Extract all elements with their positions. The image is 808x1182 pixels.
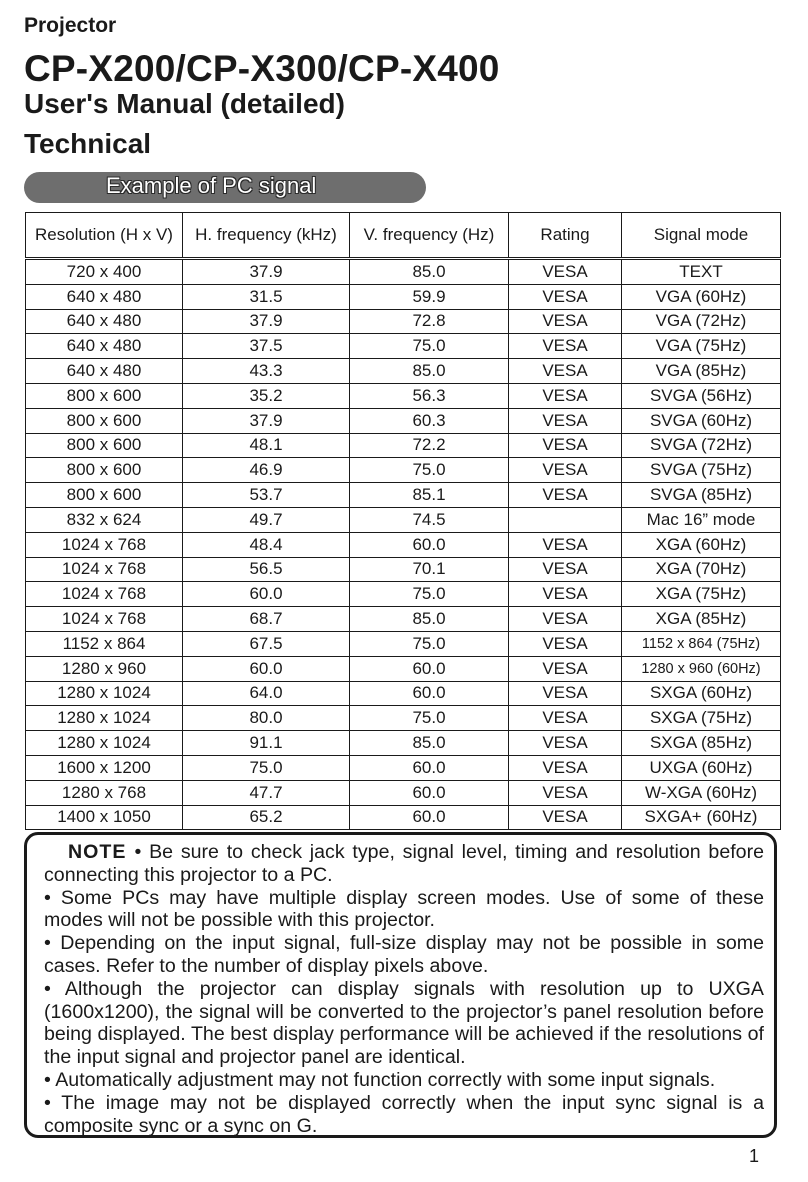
cell-rating: VESA [509, 383, 622, 408]
cell-v-frequency: 75.0 [350, 631, 509, 656]
table-row [26, 582, 781, 607]
cell-rating: VESA [509, 706, 622, 731]
cell-resolution: 1600 x 1200 [26, 755, 183, 780]
table-row [26, 507, 781, 532]
cell-v-frequency: 85.0 [350, 731, 509, 756]
cell-rating: VESA [509, 284, 622, 309]
cell-v-frequency: 56.3 [350, 383, 509, 408]
cell-h-frequency: 80.0 [183, 706, 350, 731]
cell-signal-mode: UXGA (60Hz) [622, 755, 781, 780]
section-banner-label: Example of PC signal [106, 173, 317, 198]
cell-rating: VESA [509, 805, 622, 830]
note-item: • Although the projector can display signals with resolution up to UXGA (1600x1200), the signal will be converted to the projector’s panel resolution before being displayed. The best display performance will be achieved if the resolutions of the input signal and projector panel are identical. [44, 977, 764, 1069]
table-row [26, 631, 781, 656]
cell-resolution: 640 x 480 [26, 309, 183, 334]
cell-signal-mode: SVGA (75Hz) [622, 458, 781, 483]
cell-rating: VESA [509, 408, 622, 433]
cell-h-frequency: 47.7 [183, 780, 350, 805]
cell-signal-mode: XGA (70Hz) [622, 557, 781, 582]
cell-resolution: 1280 x 1024 [26, 681, 183, 706]
table-row [26, 284, 781, 309]
cell-rating: VESA [509, 483, 622, 508]
cell-v-frequency: 75.0 [350, 582, 509, 607]
cell-h-frequency: 64.0 [183, 681, 350, 706]
cell-v-frequency: 60.3 [350, 408, 509, 433]
table-row [26, 532, 781, 557]
cell-v-frequency: 85.0 [350, 359, 509, 384]
table-row [26, 359, 781, 384]
cell-resolution: 1280 x 1024 [26, 706, 183, 731]
cell-signal-mode: XGA (75Hz) [622, 582, 781, 607]
cell-rating: VESA [509, 334, 622, 359]
cell-rating: VESA [509, 681, 622, 706]
cell-rating: VESA [509, 259, 622, 285]
cell-signal-mode: SVGA (60Hz) [622, 408, 781, 433]
cell-h-frequency: 91.1 [183, 731, 350, 756]
table-row [26, 607, 781, 632]
column-header-rating: Rating [509, 213, 622, 259]
cell-resolution: 640 x 480 [26, 284, 183, 309]
cell-signal-mode: Mac 16” mode [622, 507, 781, 532]
cell-rating: VESA [509, 582, 622, 607]
cell-resolution: 800 x 600 [26, 383, 183, 408]
cell-signal-mode: VGA (85Hz) [622, 359, 781, 384]
cell-signal-mode: VGA (72Hz) [622, 309, 781, 334]
cell-rating: VESA [509, 458, 622, 483]
table-row [26, 755, 781, 780]
note-item: • Some PCs may have multiple display screen modes. Use of some of these modes will not be possible with this projector. [44, 886, 764, 932]
cell-resolution: 832 x 624 [26, 507, 183, 532]
cell-signal-mode: 1280 x 960 (60Hz) [622, 656, 781, 681]
cell-resolution: 1152 x 864 [26, 631, 183, 656]
cell-signal-mode: SVGA (72Hz) [622, 433, 781, 458]
cell-signal-mode: 1152 x 864 (75Hz) [622, 631, 781, 656]
table-row [26, 780, 781, 805]
cell-h-frequency: 37.5 [183, 334, 350, 359]
cell-h-frequency: 37.9 [183, 309, 350, 334]
cell-resolution: 1280 x 960 [26, 656, 183, 681]
table-row [26, 433, 781, 458]
cell-rating: VESA [509, 309, 622, 334]
cell-resolution: 1400 x 1050 [26, 805, 183, 830]
cell-h-frequency: 53.7 [183, 483, 350, 508]
cell-h-frequency: 37.9 [183, 408, 350, 433]
cell-h-frequency: 46.9 [183, 458, 350, 483]
cell-h-frequency: 48.1 [183, 433, 350, 458]
cell-resolution: 800 x 600 [26, 433, 183, 458]
cell-rating: VESA [509, 780, 622, 805]
pc-signal-table [25, 212, 781, 830]
cell-resolution: 640 x 480 [26, 334, 183, 359]
cell-v-frequency: 60.0 [350, 681, 509, 706]
table-row [26, 408, 781, 433]
note-item: • Be sure to check jack type, signal level, timing and resolution before connecting this projector to a PC. [44, 841, 764, 886]
table-row [26, 483, 781, 508]
table-row [26, 805, 781, 830]
cell-rating: VESA [509, 557, 622, 582]
table-row [26, 731, 781, 756]
cell-signal-mode: SXGA (85Hz) [622, 731, 781, 756]
cell-resolution: 640 x 480 [26, 359, 183, 384]
cell-h-frequency: 60.0 [183, 582, 350, 607]
cell-rating: VESA [509, 607, 622, 632]
table-row [26, 706, 781, 731]
product-category: Projector [24, 14, 117, 37]
cell-signal-mode: VGA (75Hz) [622, 334, 781, 359]
cell-h-frequency: 43.3 [183, 359, 350, 384]
cell-v-frequency: 85.0 [350, 259, 509, 285]
cell-v-frequency: 72.8 [350, 309, 509, 334]
cell-signal-mode: XGA (60Hz) [622, 532, 781, 557]
cell-v-frequency: 60.0 [350, 780, 509, 805]
table-header-row [26, 213, 781, 259]
cell-resolution: 1280 x 1024 [26, 731, 183, 756]
section-title: Technical [24, 128, 152, 159]
cell-signal-mode: VGA (60Hz) [622, 284, 781, 309]
cell-signal-mode: SXGA (75Hz) [622, 706, 781, 731]
table-row [26, 681, 781, 706]
cell-h-frequency: 35.2 [183, 383, 350, 408]
column-header-h-frequency: H. frequency (kHz) [183, 213, 350, 259]
cell-rating: VESA [509, 532, 622, 557]
cell-v-frequency: 75.0 [350, 706, 509, 731]
section-banner [24, 172, 426, 203]
cell-v-frequency: 70.1 [350, 557, 509, 582]
column-header-signal-mode: Signal mode [622, 213, 781, 259]
cell-v-frequency: 75.0 [350, 458, 509, 483]
note-text [44, 841, 764, 1137]
column-header-resolution: Resolution (H x V) [26, 213, 183, 259]
page-number: 1 [749, 1146, 760, 1166]
cell-h-frequency: 65.2 [183, 805, 350, 830]
cell-h-frequency: 67.5 [183, 631, 350, 656]
cell-resolution: 800 x 600 [26, 458, 183, 483]
cell-signal-mode: SVGA (85Hz) [622, 483, 781, 508]
model-title: CP-X200/CP-X300/CP-X400 [24, 48, 500, 89]
cell-resolution: 1024 x 768 [26, 532, 183, 557]
cell-rating: VESA [509, 433, 622, 458]
cell-v-frequency: 59.9 [350, 284, 509, 309]
cell-v-frequency: 72.2 [350, 433, 509, 458]
table-row [26, 334, 781, 359]
cell-h-frequency: 60.0 [183, 656, 350, 681]
cell-v-frequency: 74.5 [350, 507, 509, 532]
cell-signal-mode: SVGA (56Hz) [622, 383, 781, 408]
cell-resolution: 800 x 600 [26, 408, 183, 433]
cell-v-frequency: 85.1 [350, 483, 509, 508]
cell-rating: VESA [509, 359, 622, 384]
cell-v-frequency: 85.0 [350, 607, 509, 632]
cell-resolution: 1024 x 768 [26, 557, 183, 582]
cell-v-frequency: 60.0 [350, 656, 509, 681]
cell-rating: VESA [509, 656, 622, 681]
cell-resolution: 1024 x 768 [26, 582, 183, 607]
note-box [24, 832, 777, 1138]
cell-signal-mode: SXGA (60Hz) [622, 681, 781, 706]
cell-signal-mode: XGA (85Hz) [622, 607, 781, 632]
note-item: • The image may not be displayed correctly when the input sync signal is a composite sync or a sync on G. [44, 1091, 764, 1137]
cell-v-frequency: 75.0 [350, 334, 509, 359]
cell-rating: VESA [509, 731, 622, 756]
cell-rating [509, 507, 622, 532]
table-row [26, 557, 781, 582]
table-row [26, 259, 781, 285]
cell-signal-mode: SXGA+ (60Hz) [622, 805, 781, 830]
note-label: NOTE [68, 841, 127, 863]
cell-resolution: 800 x 600 [26, 483, 183, 508]
table-row [26, 458, 781, 483]
cell-h-frequency: 37.9 [183, 259, 350, 285]
note-item: • Depending on the input signal, full-size display may not be possible in some cases. Refer to the number of display pixels above. [44, 932, 764, 977]
cell-signal-mode: W-XGA (60Hz) [622, 780, 781, 805]
table-row [26, 656, 781, 681]
cell-v-frequency: 60.0 [350, 532, 509, 557]
cell-resolution: 720 x 400 [26, 259, 183, 285]
cell-h-frequency: 68.7 [183, 607, 350, 632]
cell-signal-mode: TEXT [622, 259, 781, 285]
cell-v-frequency: 60.0 [350, 805, 509, 830]
cell-v-frequency: 60.0 [350, 755, 509, 780]
cell-h-frequency: 56.5 [183, 557, 350, 582]
table-row [26, 383, 781, 408]
cell-h-frequency: 48.4 [183, 532, 350, 557]
cell-resolution: 1280 x 768 [26, 780, 183, 805]
cell-h-frequency: 49.7 [183, 507, 350, 532]
cell-h-frequency: 31.5 [183, 284, 350, 309]
cell-resolution: 1024 x 768 [26, 607, 183, 632]
column-header-v-frequency: V. frequency (Hz) [350, 213, 509, 259]
cell-h-frequency: 75.0 [183, 755, 350, 780]
table-row [26, 309, 781, 334]
cell-rating: VESA [509, 755, 622, 780]
note-item: • Automatically adjustment may not function correctly with some input signals. [44, 1068, 716, 1091]
cell-rating: VESA [509, 631, 622, 656]
manual-title: User's Manual (detailed) [24, 88, 345, 119]
